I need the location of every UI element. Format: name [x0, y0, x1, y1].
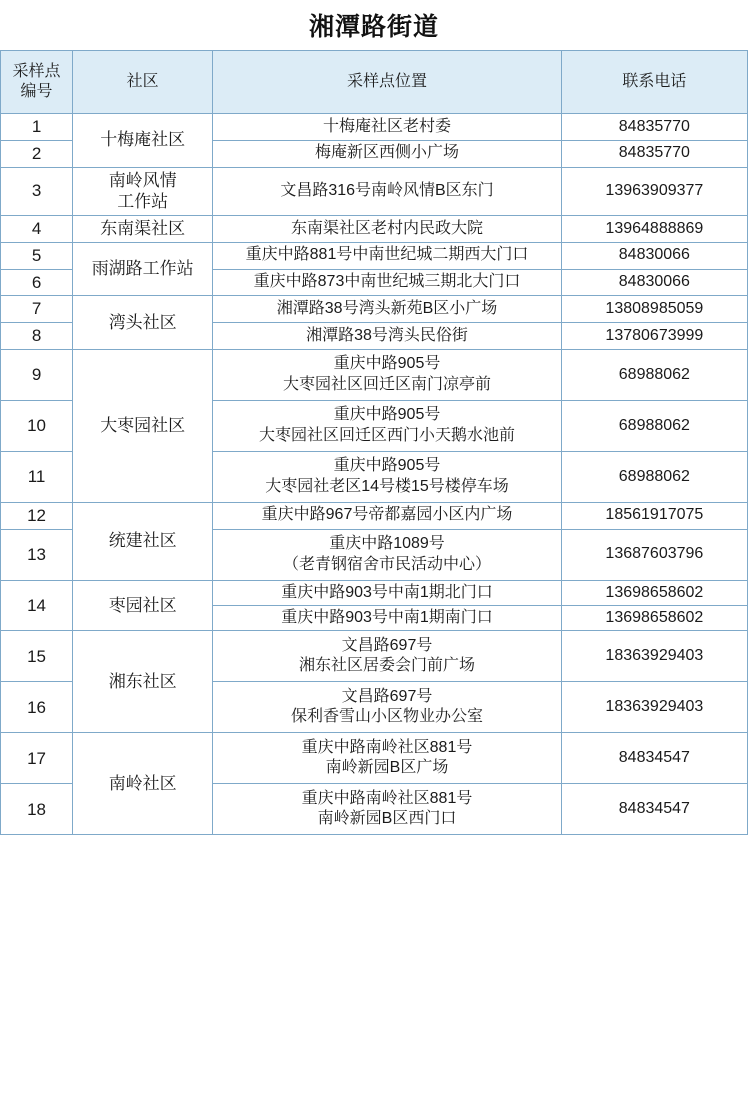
cell-phone: 84834547	[561, 733, 747, 784]
cell-location-line: （老青钢宿舍市民活动中心）	[283, 555, 492, 573]
cell-location-line: 重庆中路903号中南1期南门口	[281, 608, 493, 626]
cell-phone: 13780673999	[561, 323, 747, 350]
cell-location-line: 湘潭路38号湾头民俗街	[306, 326, 468, 344]
cell-no: 1	[1, 114, 73, 141]
cell-phone: 68988062	[561, 451, 747, 502]
table-row	[1, 580, 748, 605]
cell-community: 南岭社区	[73, 733, 213, 835]
column-header-phone: 联系电话	[561, 51, 747, 114]
cell-location	[213, 682, 561, 733]
cell-location-line: 重庆中路903号中南1期北门口	[281, 583, 493, 601]
column-header-no	[1, 51, 73, 114]
cell-no: 16	[1, 682, 73, 733]
cell-location-line: 十梅庵社区老村委	[323, 117, 452, 135]
cell-location	[213, 349, 561, 400]
cell-no: 17	[1, 733, 73, 784]
cell-phone: 13808985059	[561, 296, 747, 323]
cell-no: 12	[1, 502, 73, 529]
cell-no: 15	[1, 631, 73, 682]
cell-location-line: 南岭新园B区广场	[325, 759, 449, 777]
cell-location-line: 湘潭路38号湾头新苑B区小广场	[276, 299, 498, 317]
cell-location-line: 重庆中路905号	[333, 355, 441, 373]
table-row	[1, 114, 748, 141]
column-header-location: 采样点位置	[213, 51, 561, 114]
cell-location	[213, 242, 561, 269]
cell-community: 大枣园社区	[73, 349, 213, 502]
cell-no: 9	[1, 349, 73, 400]
cell-community	[73, 167, 213, 216]
cell-location	[213, 605, 561, 630]
cell-location	[213, 114, 561, 141]
cell-no: 3	[1, 167, 73, 216]
column-header-community: 社区	[73, 51, 213, 114]
table-row	[1, 733, 748, 784]
cell-no: 13	[1, 529, 73, 580]
cell-phone: 13698658602	[561, 580, 747, 605]
cell-location-line: 重庆中路873中南世纪城三期北大门口	[253, 273, 521, 291]
cell-no: 8	[1, 323, 73, 350]
cell-location-line: 大枣园社区回迁区南门凉亭前	[283, 375, 492, 393]
cell-location-line: 重庆中路南岭社区881号	[301, 789, 473, 807]
cell-community-line: 工作站	[117, 192, 169, 212]
cell-location	[213, 400, 561, 451]
cell-location-line: 文昌路697号	[341, 636, 433, 654]
cell-location	[213, 733, 561, 784]
cell-community-line: 南岭风情	[108, 170, 177, 190]
cell-location-line: 文昌路316号南岭风情B区东门	[280, 182, 494, 200]
cell-location-line: 重庆中路881号中南世纪城二期西大门口	[245, 246, 529, 264]
cell-no: 6	[1, 269, 73, 296]
cell-no: 10	[1, 400, 73, 451]
cell-phone: 13687603796	[561, 529, 747, 580]
cell-location	[213, 296, 561, 323]
cell-location-line: 保利香雪山小区物业办公室	[291, 708, 484, 726]
table-header	[1, 51, 748, 114]
cell-location	[213, 580, 561, 605]
table-row	[1, 242, 748, 269]
cell-location	[213, 451, 561, 502]
cell-location-line: 梅庵新区西侧小广场	[315, 144, 460, 162]
cell-phone: 13963909377	[561, 167, 747, 216]
cell-phone: 13964888869	[561, 216, 747, 243]
cell-community: 雨湖路工作站	[73, 242, 213, 296]
cell-location	[213, 140, 561, 167]
cell-phone: 68988062	[561, 349, 747, 400]
page-title-text: 湘潭路街道	[308, 13, 439, 41]
column-header-no-line2: 编号	[20, 83, 53, 100]
cell-location	[213, 784, 561, 835]
table-row	[1, 167, 748, 216]
cell-phone: 68988062	[561, 400, 747, 451]
cell-location-line: 重庆中路905号	[333, 406, 441, 424]
cell-location-line: 南岭新园B区西门口	[317, 810, 457, 828]
column-header-no-line1: 采样点	[12, 62, 61, 80]
cell-community: 枣园社区	[73, 580, 213, 631]
cell-location	[213, 529, 561, 580]
cell-location	[213, 631, 561, 682]
cell-no: 7	[1, 296, 73, 323]
sampling-points-table	[0, 50, 748, 835]
cell-community: 十梅庵社区	[73, 114, 213, 168]
cell-phone: 13698658602	[561, 605, 747, 630]
cell-community: 统建社区	[73, 502, 213, 580]
cell-phone: 84835770	[561, 140, 747, 167]
table-row	[1, 349, 748, 400]
cell-location-line: 文昌路697号	[341, 687, 433, 705]
cell-location-line: 重庆中路967号帝都嘉园小区内广场	[261, 506, 513, 524]
cell-location-line: 重庆中路905号	[333, 457, 441, 475]
table-row	[1, 296, 748, 323]
cell-location	[213, 216, 561, 243]
table-row	[1, 216, 748, 243]
cell-phone: 84830066	[561, 269, 747, 296]
cell-location	[213, 167, 561, 216]
table-row	[1, 502, 748, 529]
table-row	[1, 631, 748, 682]
page-title	[0, 0, 748, 50]
cell-location-line: 湘东社区居委会门前广场	[299, 657, 476, 675]
cell-location-line: 重庆中路南岭社区881号	[301, 738, 473, 756]
cell-location	[213, 269, 561, 296]
cell-location	[213, 502, 561, 529]
cell-no: 5	[1, 242, 73, 269]
cell-no: 4	[1, 216, 73, 243]
cell-community: 湘东社区	[73, 631, 213, 733]
cell-phone: 18561917075	[561, 502, 747, 529]
cell-location-line: 重庆中路1089号	[329, 535, 445, 553]
table-body	[1, 114, 748, 835]
table-header-row	[1, 51, 748, 114]
cell-no: 18	[1, 784, 73, 835]
cell-phone: 18363929403	[561, 682, 747, 733]
cell-location-line: 东南渠社区老村内民政大院	[291, 219, 484, 237]
cell-phone: 18363929403	[561, 631, 747, 682]
cell-community: 湾头社区	[73, 296, 213, 350]
cell-location-line: 大枣园社区回迁区西门小天鹅水池前	[259, 426, 516, 444]
cell-no: 11	[1, 451, 73, 502]
cell-location-line: 大枣园社老区14号楼15号楼停车场	[265, 477, 509, 495]
cell-phone: 84835770	[561, 114, 747, 141]
cell-no: 14	[1, 580, 73, 631]
cell-no: 2	[1, 140, 73, 167]
cell-community: 东南渠社区	[73, 216, 213, 243]
cell-phone: 84834547	[561, 784, 747, 835]
cell-phone: 84830066	[561, 242, 747, 269]
cell-location	[213, 323, 561, 350]
